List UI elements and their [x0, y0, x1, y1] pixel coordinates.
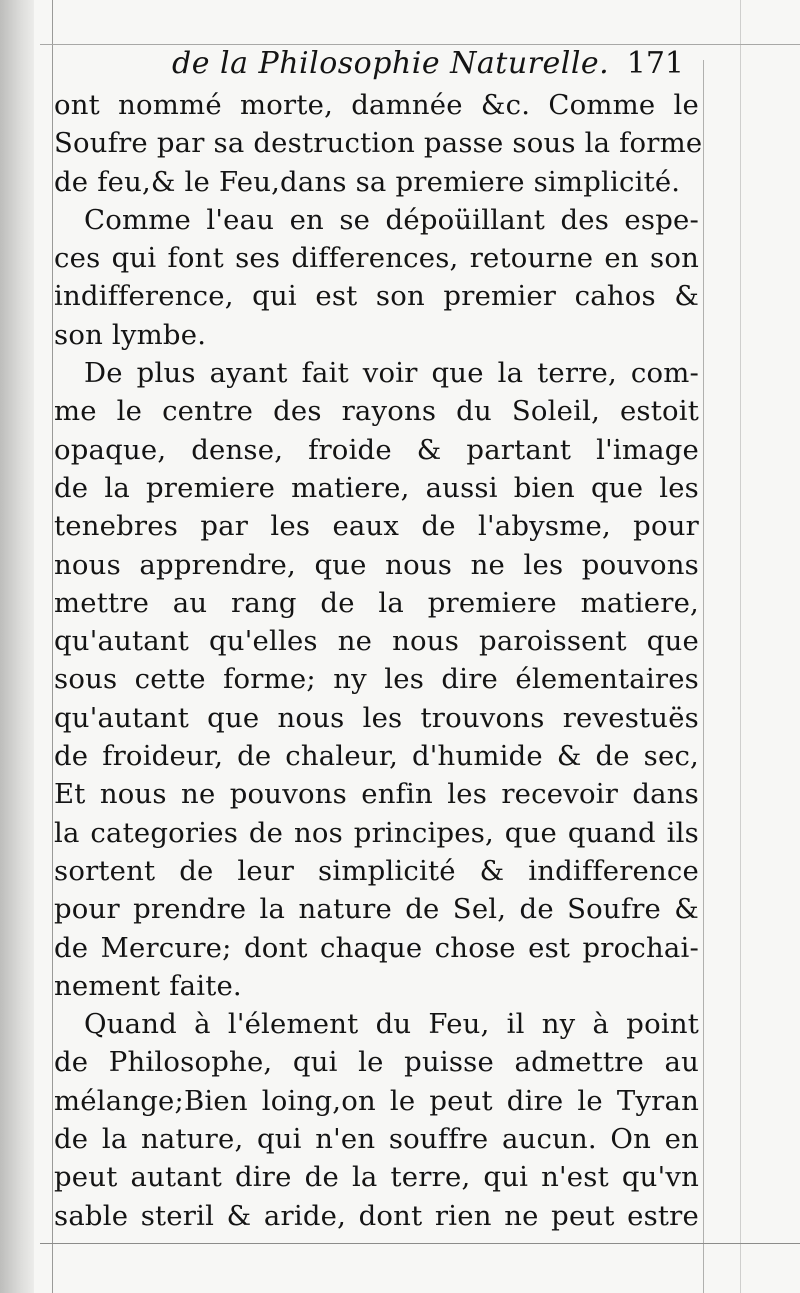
text-line: indifference, qui est son premier cahos & [54, 280, 699, 313]
bottom-rule [40, 1243, 800, 1244]
text-line: Soufre par sa destruction passe sous la forme [54, 127, 703, 160]
text-line: de la nature, qui n'en souffre aucun. On en [54, 1123, 699, 1156]
text-line: de froideur, de chaleur, d'humide & de sec, [54, 740, 699, 773]
left-margin-rule [52, 0, 53, 1293]
text-line: De plus ayant fait voir que la terre, com- [84, 357, 699, 390]
text-line: de Philosophe, qui le puisse admettre au [54, 1046, 699, 1079]
text-line: nement faite. [54, 969, 242, 1002]
text-line: Quand à l'élement du Feu, il ny à point [84, 1008, 699, 1041]
outer-margin-rule [740, 0, 741, 1293]
text-line: de Mercure; dont chaque chose est prochai- [54, 931, 699, 964]
text-line: nous apprendre, que nous ne les pouvons [54, 548, 699, 581]
text-line: Comme l'eau en se dépoüillant des espe- [84, 203, 699, 236]
text-line: de feu,& le Feu,dans sa premiere simplicité. [54, 165, 681, 198]
text-line: ont nommé morte, damnée &c. Comme le [54, 89, 699, 121]
text-line: son lymbe. [54, 318, 207, 351]
text-line: qu'autant que nous les trouvons revestuës [54, 701, 699, 734]
text-line: ces qui font ses differences, retourne en son [54, 242, 699, 275]
body-text [54, 86, 703, 1235]
text-line: Et nous ne pouvons enfin les recevoir dans [54, 778, 699, 811]
text-line: sortent de leur simplicité & indifference [54, 854, 699, 887]
text-line: opaque, dense, froide & partant l'image [54, 433, 699, 466]
text-line: mélange;Bien loing,on le peut dire le Tyran [54, 1084, 699, 1117]
running-title: de la Philosophie Naturelle. [172, 46, 610, 81]
text-line: qu'autant qu'elles ne nous paroissent que [54, 625, 699, 658]
page-number: 171 [626, 46, 684, 81]
right-margin-rule [703, 60, 704, 1293]
text-line: pour prendre la nature de Sel, de Soufre & [54, 893, 699, 926]
text-line: de la premiere matiere, aussi bien que les [54, 471, 699, 504]
text-line: me le centre des rayons du Soleil, estoit [54, 395, 699, 428]
text-line: sable steril & aride, dont rien ne peut estre [54, 1199, 699, 1232]
text-line: peut autant dire de la terre, qui n'est qu'vn [54, 1161, 699, 1194]
text-line: sous cette forme; ny les dire élementaires [54, 663, 699, 696]
top-rule [40, 44, 800, 45]
text-line: la categories de nos principes, que quand ils [54, 816, 699, 849]
text-line: mettre au rang de la premiere matiere, [54, 586, 699, 619]
page-header [172, 46, 692, 86]
book-gutter [0, 0, 34, 1293]
text-line: tenebres par les eaux de l'abysme, pour [54, 510, 699, 543]
